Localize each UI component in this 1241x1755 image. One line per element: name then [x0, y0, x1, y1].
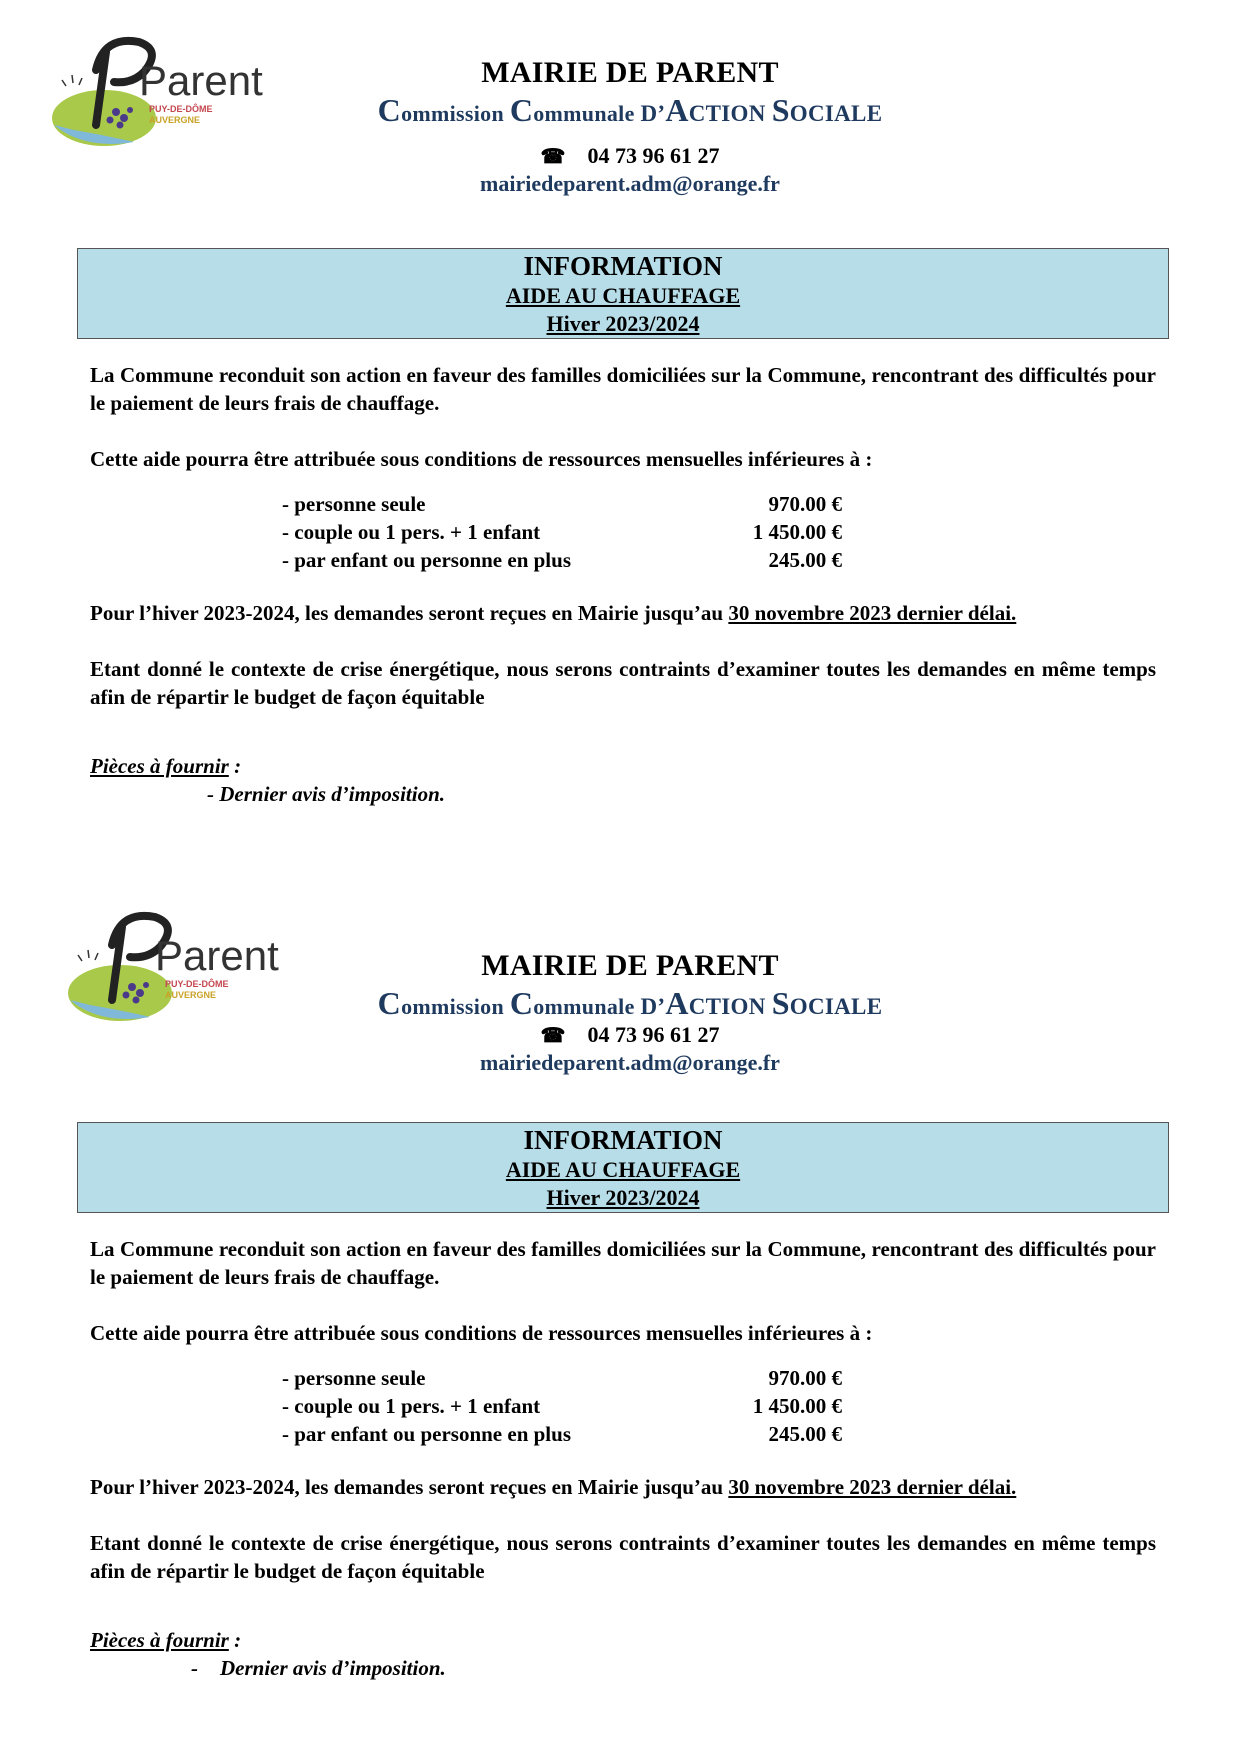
logo-sub1: PUY-DE-DÔME: [149, 104, 213, 114]
pieces-heading: Pièces à fournir :: [90, 1628, 242, 1652]
commission-name: Commission Communale D’ACTION SOCIALE: [377, 92, 883, 128]
paragraph-deadline: Pour l’hiver 2023-2024, les demandes seront reçues en Mairie jusqu’au 30 novembre 2023 dernier délai.: [90, 1475, 1017, 1499]
logo-wordmark: Parent: [139, 57, 263, 104]
info-box: [77, 1122, 1169, 1213]
deadline-date: 30 novembre 2023 dernier délai.: [728, 601, 1017, 625]
notice-copy-1: [0, 0, 1241, 860]
email-link[interactable]: mairiedeparent.adm@orange.fr: [480, 171, 780, 196]
paragraph-intro: La Commune reconduit son action en faveur des familles domiciliées sur la Commune, rencontrant des difficultés pour le paiement de leurs frais de chauffage.: [90, 363, 1156, 415]
paragraph-crisis: Etant donné le contexte de crise énergétique, nous serons contraints d’examiner toutes les demandes en même temps afin de répartir le budget de façon équitable: [90, 1531, 1156, 1583]
threshold-row: - couple ou 1 pers. + 1 enfant 1 450.00 €: [282, 1394, 842, 1418]
email-link[interactable]: mairiedeparent.adm@orange.fr: [480, 1050, 780, 1075]
info-season: Hiver 2023/2024: [546, 311, 700, 336]
parent-logo: [44, 30, 269, 160]
threshold-row: - par enfant ou personne en plus 245.00 €: [282, 1422, 842, 1446]
notice-copy-2: [0, 875, 1241, 1735]
page-title: MAIRIE DE PARENT: [481, 56, 779, 89]
info-season: Hiver 2023/2024: [546, 1185, 700, 1210]
logo-sub2: AUVERGNE: [149, 115, 201, 125]
phone-line: [330, 1022, 930, 1048]
info-title: INFORMATION: [523, 1125, 723, 1155]
header-block: [330, 56, 930, 197]
phone-line: [330, 143, 930, 169]
header-block: [330, 949, 930, 1076]
logo-sub1: PUY-DE-DÔME: [165, 979, 229, 989]
phone-icon: ☎: [540, 146, 566, 168]
threshold-row: - personne seule 970.00 €: [282, 1366, 842, 1390]
paragraph-intro: La Commune reconduit son action en faveur des familles domiciliées sur la Commune, rencontrant des difficultés pour le paiement de leurs frais de chauffage.: [90, 1237, 1156, 1289]
parent-logo: [60, 905, 285, 1035]
commission-name: Commission Communale D’ACTION SOCIALE: [377, 985, 883, 1021]
phone-icon: ☎: [540, 1025, 566, 1047]
phone-number: 04 73 96 61 27: [587, 143, 720, 168]
threshold-row: - couple ou 1 pers. + 1 enfant 1 450.00 €: [282, 520, 842, 544]
paragraph-conditions: Cette aide pourra être attribuée sous conditions de ressources mensuelles inférieures à :: [90, 1321, 873, 1345]
pieces-item: - Dernier avis d’imposition.: [207, 782, 446, 806]
pieces-heading: Pièces à fournir :: [90, 754, 242, 778]
info-subject: AIDE AU CHAUFFAGE: [505, 1157, 741, 1182]
logo-sub2: AUVERGNE: [165, 990, 217, 1000]
info-subject: AIDE AU CHAUFFAGE: [505, 283, 741, 308]
paragraph-conditions: Cette aide pourra être attribuée sous conditions de ressources mensuelles inférieures à :: [90, 447, 873, 471]
info-title: INFORMATION: [523, 251, 723, 281]
threshold-row: - personne seule 970.00 €: [282, 492, 842, 516]
phone-number: 04 73 96 61 27: [587, 1022, 720, 1047]
logo-wordmark: Parent: [155, 932, 279, 979]
threshold-row: - par enfant ou personne en plus 245.00 €: [282, 548, 842, 572]
paragraph-crisis: Etant donné le contexte de crise énergétique, nous serons contraints d’examiner toutes les demandes en même temps afin de répartir le budget de façon équitable: [90, 657, 1156, 709]
paragraph-deadline: Pour l’hiver 2023-2024, les demandes seront reçues en Mairie jusqu’au 30 novembre 2023 dernier délai.: [90, 601, 1017, 625]
deadline-date: 30 novembre 2023 dernier délai.: [728, 1475, 1017, 1499]
page-title: MAIRIE DE PARENT: [481, 949, 779, 982]
pieces-item: - Dernier avis d’imposition.: [191, 1656, 446, 1680]
info-box: [77, 248, 1169, 339]
